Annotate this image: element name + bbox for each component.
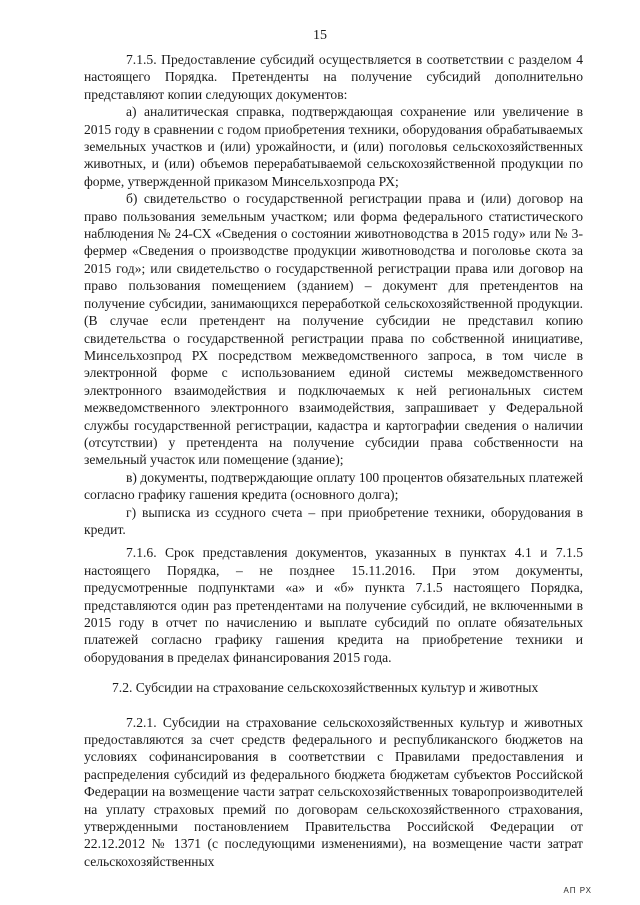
footer-mark: АП РХ bbox=[563, 886, 592, 895]
document-body bbox=[84, 51, 583, 870]
item-a: а) аналитическая справка, подтверждающая сохранение или увеличение в 2015 году в сравнении с годом приобретения техники, оборудования обрабатываемых земельных участков и (или) урожайности, и (или) поголовья сельскохозяйственных животных, и (или) объемов перерабатываемой сельскохозяйственной продукции по форме, утвержденной приказом Минсельхозпрода РХ; bbox=[84, 104, 583, 189]
item-v: в) документы, подтверждающие оплату 100 процентов обязательных платежей согласно графику гашения кредита (основного долга); bbox=[84, 469, 583, 503]
paragraph-7-1-6: 7.1.6. Срок представления документов, указанных в пунктах 4.1 и 7.1.5 настоящего Порядка, – не позднее 15.11.2016. При этом документы, предусмотренные подпунктами «а» и «б» пункта 7.1.5 настоящего Порядка, представляются один раз претендентами на получение субсидий, не включенными в 2015 году в отчет по начислению и выплате субсидий по оплате обязательных платежей согласно графику гашения кредита на приобретение техники и оборудования в пределах финансирования 2015 года. bbox=[84, 545, 583, 665]
paragraph-7-2-1: 7.2.1. Субсидии на страхование сельскохозяйственных культур и животных предоставляются за счет средств федерального и республиканского бюджетов на условиях софинансирования в соответствии с Правилами предоставления и распределения субсидий из федерального бюджета бюджетам субъектов Российской Федерации на возмещение части затрат сельскохозяйственных товаропроизводителей на уплату страховых премий по договорам сельскохозяйственного страхования, утвержденными постановлением Правительства Российской Федерации от 22.12.2012 № 1371 (с последующими изменениями), на возмещение части затрат сельскохозяйственных bbox=[84, 714, 583, 869]
paragraph-7-1-5: 7.1.5. Предоставление субсидий осуществляется в соответствии с разделом 4 настоящего Порядка. Претенденты на получение субсидий дополнительно представляют копии следующих документов: bbox=[84, 52, 583, 102]
page-number: 15 bbox=[313, 28, 327, 43]
item-g: г) выписка из ссудного счета – при приобретение техники, оборудования в кредит. bbox=[84, 504, 583, 537]
item-b: б) свидетельство о государственной регистрации права и (или) договор на право пользования земельным участком; или форма федерального статистического наблюдения № 24-СХ «Сведения о состоянии животноводства в 2015 году» или № 3-фермер «Сведения о производстве продукции животноводства и поголовье скота за 2015 год»; или свидетельство о государственной регистрации права или договор на право пользования помещением (зданием) – документ для претендентов на получение субсидии, занимающихся переработкой сельскохозяйственной продукции. (В случае если претендент на получение субсидии не представил копию свидетельства о государственной регистрации права по собственной инициативе, Минсельхозпрод РХ посредством межведомственного запроса, в том числе в электронной форме с использованием единой системы межведомственного электронного взаимодействия и подключаемых к ней региональных систем межведомственного электронного взаимодействия, запрашивает у Федеральной службы государственной регистрации, кадастра и картографии сведения о наличии (отсутствии) у претендента на получение субсидии права собственности на земельный участок или помещение (здание); bbox=[84, 191, 583, 468]
section-heading-7-2: 7.2. Субсидии на страхование сельскохозяйственных культур и животных bbox=[112, 680, 539, 696]
